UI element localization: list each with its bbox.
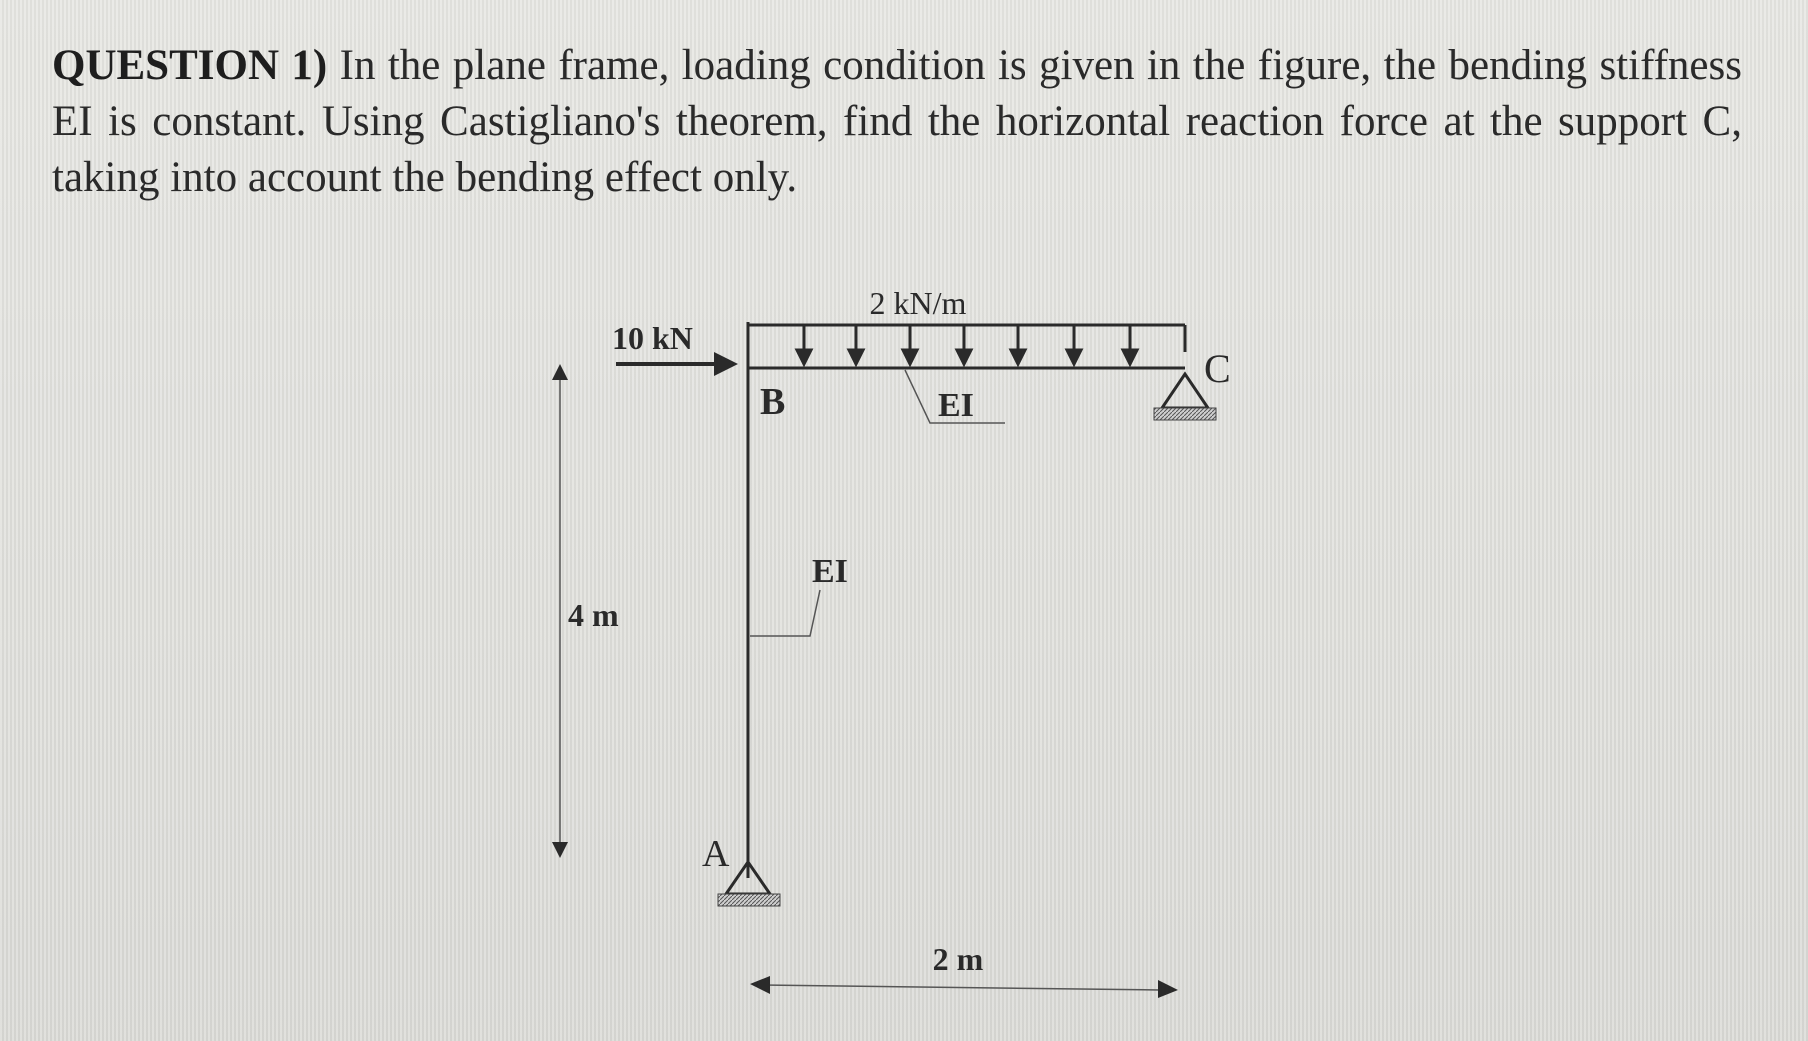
distributed-load-label: 2 kN/m <box>869 285 967 321</box>
column-ei-leader <box>750 590 820 636</box>
span-dimension-arrow-left <box>750 976 770 994</box>
span-dimension-arrow-right <box>1158 980 1178 998</box>
column-ei-label: EI <box>812 553 848 590</box>
distributed-load-arrows <box>797 325 1137 364</box>
height-dimension-arrow-bottom <box>552 842 568 858</box>
span-dimension-label: 2 m <box>932 941 984 977</box>
node-b-label: B <box>760 381 786 423</box>
question-label: QUESTION 1) <box>52 42 328 89</box>
height-dimension-label: 4 m <box>568 597 619 633</box>
point-load-label: 10 kN <box>612 320 693 356</box>
point-load-arrow-head <box>714 352 738 376</box>
node-a-label: A <box>702 833 730 875</box>
beam-ei-label: EI <box>938 387 974 424</box>
height-dimension-arrow-top <box>552 364 568 380</box>
question-body: In the plane frame, loading condition is given in the figure, the bending stiffness EI is constant. Using Castigliano's theorem, find the horizontal reaction force at the support C, taking into account the bending effect only. <box>52 42 1742 201</box>
span-dimension-line <box>762 985 1160 990</box>
node-c-label: C <box>1204 346 1231 391</box>
